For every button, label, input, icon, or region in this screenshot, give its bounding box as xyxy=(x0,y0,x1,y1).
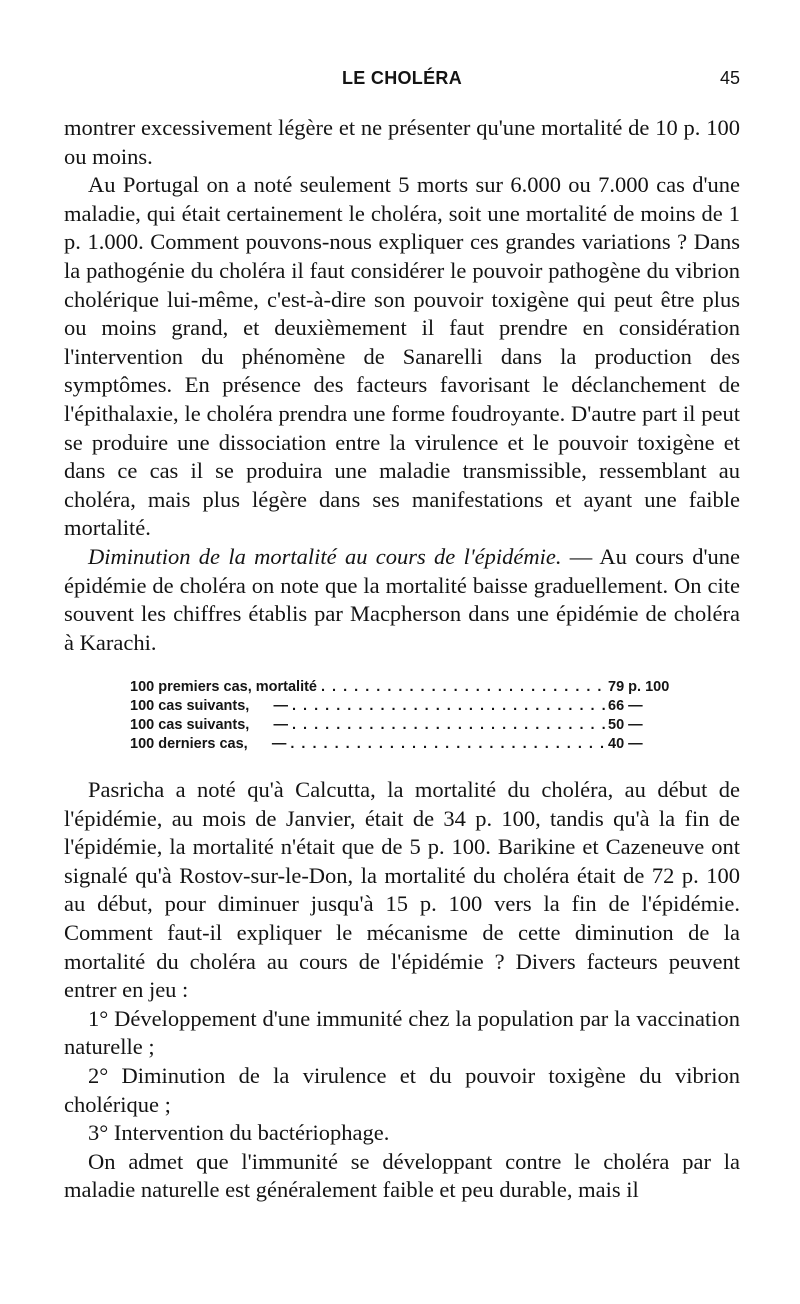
list-item: 1° Développement d'une immunité chez la population par la vaccination naturelle ; xyxy=(64,1005,740,1060)
mortality-table xyxy=(130,678,682,754)
table-row xyxy=(130,735,682,754)
row-value: 66 — xyxy=(608,698,643,714)
page-header xyxy=(64,68,740,98)
paragraph: Au Portugal on a noté seulement 5 morts sur 6.000 ou 7.000 cas d'une maladie, qui était certainement le choléra, soit une mortalité de moins de 1 p. 1.000. Comment pouvons-nous expliquer ces grandes variations ? Dans la pathogénie du choléra il faut considérer le pouvoir pathogène du vibrion cholérique lui-même, c'est-à-dire son pouvoir toxigène qui peut être plus ou moins grand, et deuxièmement il faut prendre en considération l'intervention du phénomène de Sanarelli dans la production des symptômes. En présence des facteurs favorisant le déclanchement de l'épithalaxie, le choléra prendra une forme foudroyante. D'autre part il peut se produire une dissociation entre la virulence et le pouvoir toxigène et dans ce cas il se produira une maladie transmissible, ressemblant au choléra, mais plus légère dans ses manifestations et ayant une faible mortalité. xyxy=(64,172,740,541)
row-label: 100 derniers cas, — xyxy=(130,736,287,752)
list-item: 2° Diminution de la virulence et du pouvoir toxigène du vibrion cholérique ; xyxy=(64,1062,740,1117)
row-label: 100 premiers cas, mortalité xyxy=(130,679,317,695)
dot-leader xyxy=(286,735,608,754)
table-row xyxy=(130,697,682,716)
list-item: 3° Intervention du bactériophage. xyxy=(88,1120,390,1146)
running-title: LE CHOLÉRA xyxy=(342,68,462,88)
row-value: 50 — xyxy=(608,717,643,733)
section-paragraph xyxy=(64,543,740,657)
section-text: — Au cours d'une épidémie de choléra on note que la mortalité baisse graduellement. On cite souvent les chiffres établis par Macpherson dans une épidémie de choléra à Karachi. xyxy=(64,543,740,655)
row-value: 79 p. 100 xyxy=(608,679,670,695)
paragraph: On admet que l'immunité se développant contre le choléra par la maladie naturelle est généralement faible et peu durable, mais il xyxy=(64,1148,740,1203)
paragraph: montrer excessivement légère et ne présenter qu'une mortalité de 10 p. 100 ou moins. xyxy=(64,115,740,169)
page-number: 45 xyxy=(719,68,740,88)
section-title: Diminution de la mortalité au cours de l'épidémie. xyxy=(88,543,562,569)
body-text-top xyxy=(64,114,740,657)
body-text-bottom xyxy=(64,776,740,1205)
paragraph: Pasricha a noté qu'à Calcutta, la mortalité du choléra, au début de l'épidémie, au mois de Janvier, était de 34 p. 100, tandis qu'à la fin de l'épidémie, la mortalité n'était que de 5 p. 100. Barikine et Cazeneuve ont signalé qu'à Rostov-sur-le-Don, la mortalité du choléra était de 72 p. 100 au début, pour diminuer jusqu'à 15 p. 100 vers la fin de l'épidémie. Comment faut-il expliquer le mécanisme de cette diminution de la mortalité du choléra au cours de l'épidémie ? Divers facteurs peuvent entrer en jeu : xyxy=(64,777,740,1003)
dot-leader xyxy=(288,697,608,716)
row-value: 40 — xyxy=(608,736,643,752)
dot-leader xyxy=(288,716,608,735)
row-label: 100 cas suivants, — xyxy=(130,698,288,714)
row-label: 100 cas suivants, — xyxy=(130,717,288,733)
table-row xyxy=(130,716,682,735)
dot-leader xyxy=(317,678,608,697)
table-row xyxy=(130,678,682,697)
